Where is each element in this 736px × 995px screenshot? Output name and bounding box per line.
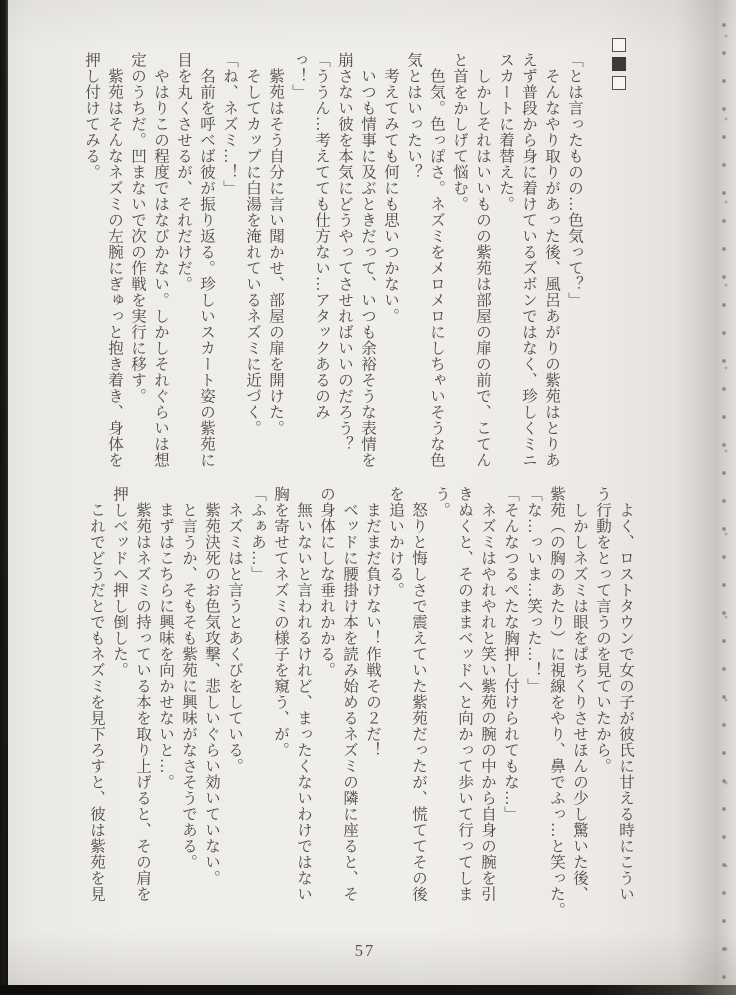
text-column: ネズミはやれやれと笑い紫苑の腕の中から自身の腕を引 (479, 486, 496, 902)
text-column: 崩さない彼を本気にどうやってさせればいいのだろう？ (336, 52, 353, 452)
text-block-top (80, 52, 586, 474)
scan-edge-left (0, 0, 8, 995)
text-column: 紫苑はネズミの持っている本を取り上げると、その肩を (134, 486, 151, 902)
text-column: 押し付けてみる。 (83, 52, 100, 180)
text-column: きぬくと、そのままベッドへと向かって歩いて行ってしま (456, 486, 473, 902)
text-column: 「ううん…考えてても仕方ない…アタックあるのみ (313, 52, 330, 420)
text-column: 胸を寄せてネズミの様子を窺う、が。 (272, 486, 289, 758)
text-column: と言うか、そもそも紫苑に興味がなさそうである。 (180, 486, 197, 870)
text-column: 怒りと悔しさで震えていた紫苑だったが、慌ててその後 (410, 486, 427, 902)
text-column: 紫苑（の胸のあたり）に視線をやり、鼻でふっ…と笑った。 (548, 486, 565, 918)
text-column: を追いかける。 (387, 486, 404, 598)
text-column: と首をかしげて悩む。 (451, 52, 468, 212)
text-column: 「そんなつるぺたな胸押し付けられてもな…」 (502, 486, 519, 822)
text-column: う。 (433, 486, 450, 518)
text-column: まだまだ負けない！作戦その２だ！ (364, 486, 381, 758)
text-column: やはりこの程度ではなびかない。しかしそれぐらいは想 (152, 52, 169, 468)
text-column: そしてカップに白湯を淹れているネズミに近づく。 (244, 52, 261, 436)
square-outline-icon (612, 38, 626, 52)
text-column: 「とは言ったものの…色気って？」 (566, 52, 583, 308)
text-column: まずはこちらに興味を向かせないと…。 (157, 486, 174, 790)
text-column: 「な…っいま…笑った…！」 (525, 486, 542, 694)
text-column: 無いないと言われるけれど、まったくないわけではない (295, 486, 312, 902)
text-column: そんなやり取りがあった後、風呂あがりの紫苑はとりあ (543, 52, 560, 468)
text-column: これでどうだとでもネズミを見下ろすと、彼は紫苑を見 (88, 486, 105, 902)
text-column: いつも情事に及ぶときだって、いつも余裕そうな表情を (359, 52, 376, 468)
page-curve-shadow (676, 0, 736, 995)
square-filled-icon (612, 57, 626, 71)
text-column: 定のうちだ。凹まないで次の作戦を実行に移す。 (129, 52, 146, 404)
text-column: ベッドに腰掛け本を読み始めるネズミの隣に座ると、そ (341, 486, 358, 902)
text-column: よく、ロストタウンで女の子が彼氏に甘える時にこうい (617, 486, 634, 902)
text-column: ネズミはと言うとあくびをしている。 (226, 486, 243, 774)
text-column: 「ね、ネズミ…！」 (221, 52, 238, 196)
text-column: 紫苑決死のお色気攻撃、悲しいぐらい効いていない。 (203, 486, 220, 886)
text-column: 考えてみても何にも思いつかない。 (382, 52, 399, 324)
text-column: しかしそれはいいものの紫苑は部屋の扉の前で、こてん (474, 52, 491, 468)
text-column: 目を丸くさせるが、それだけだ。 (175, 52, 192, 292)
text-column: 名前を呼べば彼が振り返る。珍しいスカート姿の紫苑に (198, 52, 215, 468)
text-column: 押しベッドへ押し倒した。 (111, 486, 128, 678)
text-column: えず普段から身に着けているズボンではなく、珍しくミニ (520, 52, 537, 468)
text-block-bottom (85, 486, 637, 924)
text-column: 紫苑はそう自分に言い聞かせ、部屋の扉を開けた。 (267, 52, 284, 436)
text-column: 気とはいったい？ (405, 52, 422, 180)
text-column: の身体にしな垂れかかる。 (318, 486, 335, 678)
section-marker (612, 38, 626, 90)
text-column: っ！」 (290, 52, 307, 100)
square-outline-icon (612, 76, 626, 90)
text-column: う行動をとって言うのを見ていたから。 (594, 486, 611, 774)
scan-edge-bottom (0, 985, 736, 995)
text-column: スカートに着替えた。 (497, 52, 514, 212)
text-column: 「ふぁあ…」 (249, 486, 266, 582)
text-column: 紫苑はそんなネズミの左腕にぎゅっと抱き着き、身体を (106, 52, 123, 468)
text-column: 色気。色っぽさ。ネズミをメロメロにしちゃいそうな色 (428, 52, 445, 468)
text-column: しかしネズミは眼をぱちくりさせほんの少し驚いた後、 (571, 486, 588, 902)
page-number: 57 (354, 941, 376, 960)
scan-speckles (716, 10, 730, 985)
